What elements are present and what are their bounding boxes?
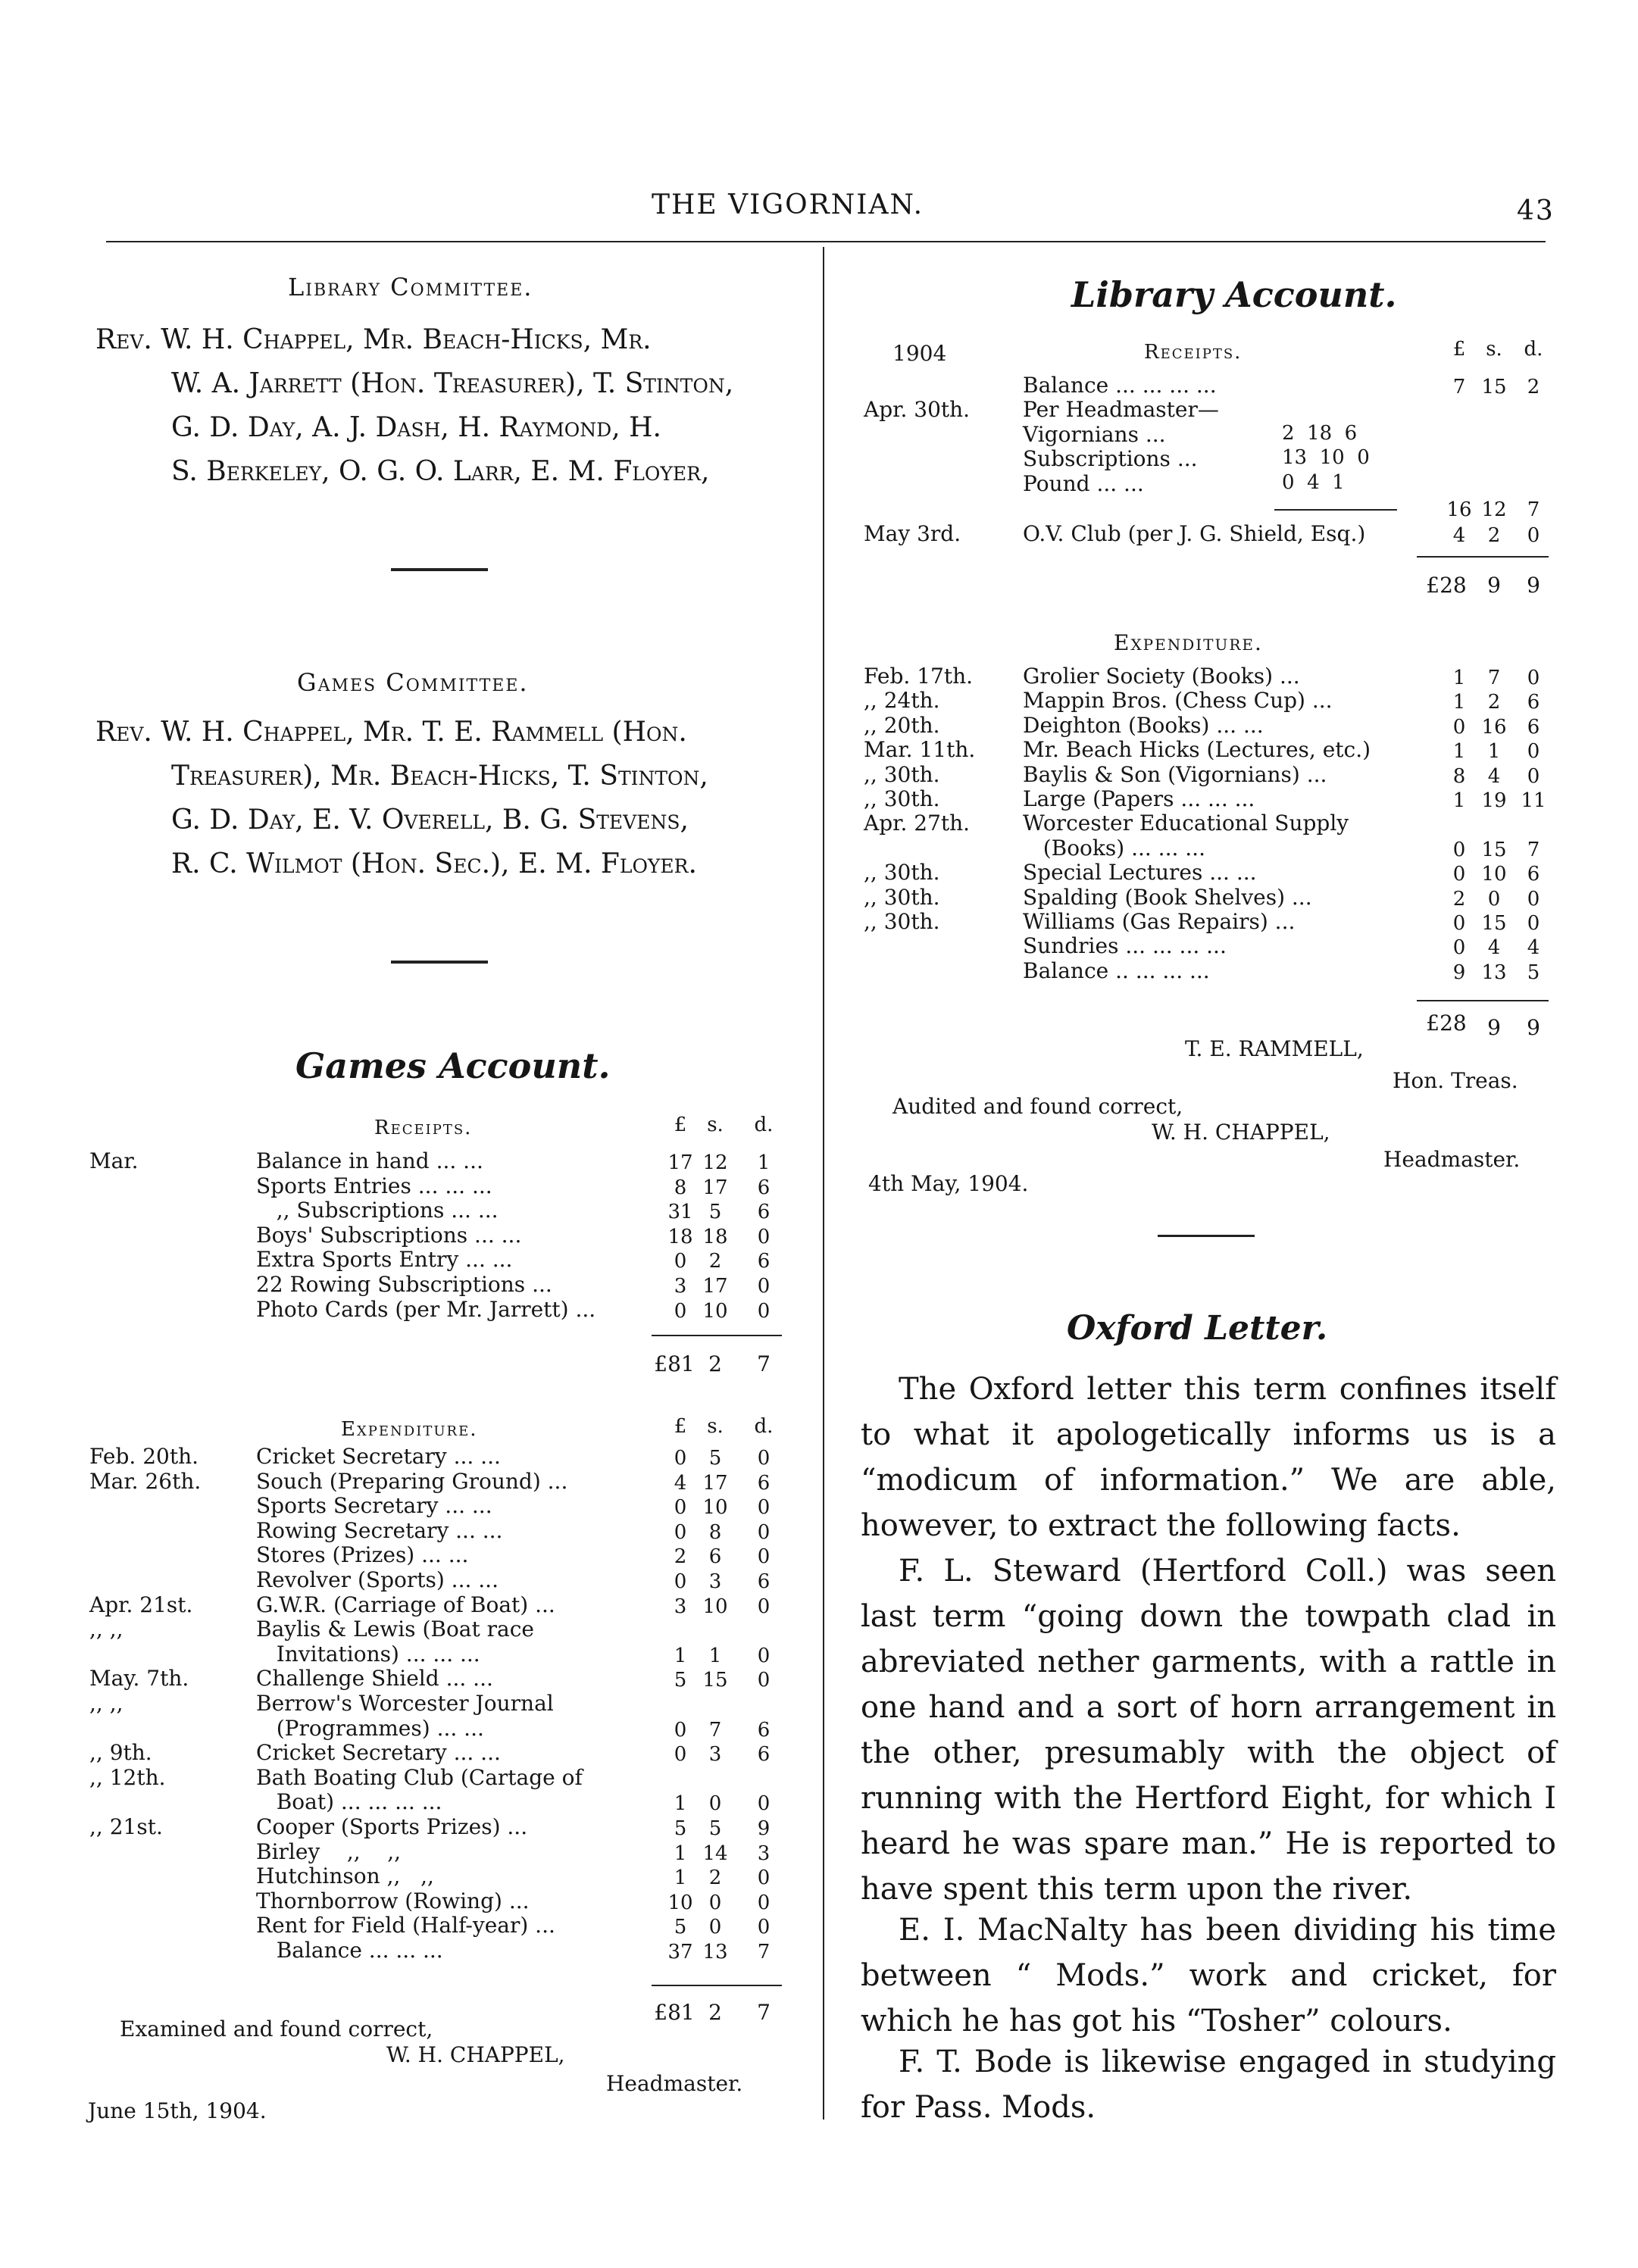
- amount-pounds: 1: [674, 1842, 687, 1865]
- library-date: 4th May, 1904.: [868, 1171, 1029, 1196]
- amount-shillings: 5: [708, 1201, 722, 1224]
- amount-shillings: 3: [708, 1570, 722, 1593]
- library-col-s: s.: [1486, 338, 1502, 361]
- entry-item: Mappin Bros. (Chess Cup) ...: [1023, 688, 1333, 714]
- amount-shillings: 14: [702, 1842, 728, 1865]
- entry-sub-amount: 13 10 0: [1282, 446, 1370, 470]
- library-receipts-heading: Receipts.: [1144, 341, 1243, 364]
- amount-shillings: 13: [702, 1941, 728, 1963]
- amount-shillings: 12: [702, 1151, 728, 1174]
- entry-sub-amount: 0 4 1: [1282, 470, 1345, 494]
- amount-pounds: 5: [674, 1817, 687, 1840]
- entry-date: ,, 21st.: [89, 1814, 163, 1839]
- divider-1: [391, 568, 488, 571]
- amount-pounds: 9: [1452, 961, 1466, 984]
- entry-item: Birley ,, ,,: [256, 1838, 402, 1864]
- entry-item: Hutchinson ,, ,,: [256, 1863, 434, 1889]
- oxford-paragraph-1: The Oxford letter this term confines itself to what it apologetically informs us is a “modicum of information.” We are able, however, to extract the following facts.: [861, 1372, 1556, 1543]
- games-exp-col-s: s.: [707, 1415, 724, 1438]
- library-exp-total-rule: [1417, 1000, 1549, 1001]
- entry-item: Mr. Beach Hicks (Lectures, etc.): [1023, 737, 1371, 763]
- amount-pence: 6: [757, 1743, 771, 1767]
- amount-pounds: 37: [667, 1941, 693, 1963]
- amount-pence: 1: [757, 1151, 771, 1174]
- entry-item: ,, Subscriptions ... ...: [256, 1198, 499, 1223]
- amount-pence: 6: [757, 1718, 771, 1742]
- amount-shillings: 10: [702, 1299, 728, 1323]
- amount-pounds: 1: [674, 1644, 687, 1667]
- entry-date: Feb. 20th.: [89, 1444, 199, 1469]
- amount-pence: 0: [1527, 740, 1540, 764]
- games-committee-line: Rev. W. H. Chappel, Mr. T. E. Rammell (Hon.: [95, 717, 687, 748]
- amount-shillings: 7: [708, 1718, 722, 1742]
- entry-item: Cricket Secretary ... ...: [256, 1740, 501, 1766]
- entry-date: Apr. 21st.: [89, 1592, 193, 1617]
- amount-pounds: 7: [1452, 376, 1466, 398]
- amount-shillings: 4: [1487, 764, 1501, 788]
- entry-item: (Books) ... ... ...: [1023, 835, 1205, 861]
- entry-item: Balance .. ... ... ...: [1023, 957, 1210, 983]
- amount-pence: 6: [757, 1471, 771, 1495]
- games-col-l: £: [674, 1114, 687, 1136]
- amount-pence: 7: [1527, 838, 1540, 861]
- entry-item: Vigornians ...: [1023, 421, 1166, 447]
- games-exp-total-rule: [652, 1985, 782, 1986]
- entry-date: Mar. 11th.: [864, 737, 976, 763]
- library-col-d: d.: [1524, 338, 1543, 361]
- page-number: 43: [1517, 195, 1555, 226]
- amount-pence: 6: [757, 1570, 771, 1593]
- amount-shillings: 10: [702, 1496, 728, 1520]
- amount-pence: 0: [757, 1595, 771, 1618]
- entry-date: Feb. 17th.: [864, 664, 974, 689]
- amount-pounds: 2: [1452, 887, 1466, 911]
- amount-pence: 0: [1527, 912, 1540, 935]
- entry-item: Photo Cards (per Mr. Jarrett) ...: [256, 1296, 596, 1322]
- amount-shillings: 5: [708, 1447, 722, 1470]
- entry-date: ,, 9th.: [89, 1740, 152, 1766]
- amount-shillings: 19: [1481, 789, 1507, 812]
- oxford-paragraph-4: F. T. Bode is likewise engaged in studying for Pass. Mods.: [861, 2045, 1556, 2125]
- entry-date: ,, 12th.: [89, 1764, 166, 1790]
- library-signer-title: Headmaster.: [1383, 1147, 1521, 1172]
- entry-item: Subscriptions ...: [1023, 446, 1198, 472]
- oxford-letter-title: Oxford Letter.: [1067, 1309, 1328, 1348]
- amount-pounds: 10: [667, 1891, 693, 1914]
- entry-item: Souch (Preparing Ground) ...: [256, 1468, 568, 1494]
- games-receipts-total-d: 7: [757, 1351, 771, 1376]
- entry-item: Berrow's Worcester Journal: [256, 1691, 554, 1716]
- amount-pounds: 18: [667, 1225, 693, 1248]
- entry-item: Extra Sports Entry ... ...: [256, 1247, 513, 1273]
- amount-pence: 0: [757, 1916, 771, 1939]
- games-receipts-total-l: £81: [654, 1351, 695, 1376]
- library-receipts-total-d: 9: [1527, 573, 1540, 598]
- amount-pence: 6: [1527, 715, 1540, 739]
- library-year: 1904: [892, 341, 947, 366]
- library-ov-l: 4: [1452, 524, 1466, 547]
- entry-item: G.W.R. (Carriage of Boat) ...: [256, 1592, 555, 1617]
- amount-pounds: 1: [1452, 691, 1466, 714]
- library-committee-heading: Library Committee.: [288, 273, 533, 301]
- entry-date: ,, 30th.: [864, 860, 940, 886]
- amount-pounds: 0: [674, 1447, 687, 1470]
- amount-pence: 0: [757, 1299, 771, 1323]
- games-receipts-total-s: 2: [708, 1351, 722, 1376]
- amount-pounds: 1: [674, 1792, 687, 1816]
- amount-pounds: 1: [1452, 789, 1466, 812]
- games-date: June 15th, 1904.: [88, 2098, 267, 2123]
- amount-pence: 0: [757, 1225, 771, 1248]
- amount-pounds: 2: [674, 1545, 687, 1569]
- entry-date: ,, ,,: [89, 1691, 123, 1716]
- amount-shillings: 8: [708, 1520, 722, 1544]
- entry-item: Revolver (Sports) ... ...: [256, 1567, 499, 1592]
- library-signer: W. H. CHAPPEL,: [1152, 1120, 1330, 1145]
- games-exp-total-s: 2: [708, 2000, 722, 2025]
- games-exp-total-l: £81: [654, 2000, 695, 2025]
- library-expenditure-heading: Expenditure.: [1114, 630, 1263, 655]
- amount-shillings: 15: [702, 1669, 728, 1692]
- entry-date: Apr. 30th.: [864, 397, 971, 423]
- column-divider: [823, 247, 824, 2120]
- entry-item: (Programmes) ... ...: [256, 1715, 484, 1741]
- entry-item: Spalding (Book Shelves) ...: [1023, 884, 1312, 910]
- library-committee-line: Rev. W. H. Chappel, Mr. Beach-Hicks, Mr.: [95, 324, 652, 355]
- games-signer-title: Headmaster.: [606, 2071, 743, 2096]
- entry-item: Invitations) ... ... ...: [256, 1641, 480, 1667]
- amount-pence: 0: [1527, 764, 1540, 788]
- entry-item: Cricket Secretary ... ...: [256, 1444, 501, 1469]
- entry-item: Balance ... ... ... ...: [1023, 373, 1217, 398]
- entry-item: Cooper (Sports Prizes) ...: [256, 1814, 528, 1839]
- amount-pounds: 1: [1452, 667, 1466, 689]
- amount-pence: 0: [757, 1545, 771, 1569]
- library-treasurer: T. E. RAMMELL,: [1185, 1036, 1364, 1061]
- library-receipts-total-l: £28: [1426, 573, 1467, 598]
- library-subtotal-rule: [1274, 509, 1397, 511]
- games-receipts-heading: Receipts.: [374, 1117, 473, 1139]
- amount-shillings: 0: [708, 1891, 722, 1914]
- library-receipts-total-rule: [1417, 556, 1549, 558]
- entry-item: Thornborrow (Rowing) ...: [256, 1888, 530, 1913]
- entry-date: Mar. 26th.: [89, 1468, 202, 1494]
- library-committee-line: G. D. Day, A. J. Dash, H. Raymond, H.: [171, 412, 661, 443]
- games-receipts-total-rule: [652, 1335, 782, 1336]
- games-committee-heading: Games Committee.: [297, 668, 529, 697]
- library-audited: Audited and found correct,: [892, 1094, 1183, 1119]
- entry-item: Balance in hand ... ...: [256, 1148, 483, 1173]
- divider-3: [1158, 1235, 1255, 1237]
- amount-shillings: 1: [1487, 740, 1501, 764]
- amount-pence: 0: [757, 1520, 771, 1544]
- games-exp-col-l: £: [674, 1415, 687, 1438]
- amount-pounds: 0: [674, 1743, 687, 1767]
- library-ov-d: 0: [1527, 524, 1540, 547]
- games-expenditure-heading: Expenditure.: [341, 1418, 478, 1441]
- amount-pounds: 17: [667, 1151, 693, 1174]
- games-examined: Examined and found correct,: [120, 2017, 433, 2042]
- library-ov-item: O.V. Club (per J. G. Shield, Esq.): [1023, 521, 1366, 546]
- entry-item: Rent for Field (Half-year) ...: [256, 1913, 555, 1938]
- amount-pounds: 3: [674, 1275, 687, 1298]
- games-exp-col-d: d.: [754, 1415, 774, 1438]
- entry-date: ,, 30th.: [864, 909, 940, 934]
- entry-item: Grolier Society (Books) ...: [1023, 664, 1300, 689]
- entry-item: Pound ... ...: [1023, 470, 1144, 496]
- amount-pounds: 31: [667, 1201, 693, 1224]
- amount-pence: 0: [757, 1867, 771, 1890]
- games-col-d: d.: [754, 1114, 774, 1136]
- games-exp-total-d: 7: [757, 2000, 771, 2025]
- amount-pence: 0: [1527, 667, 1540, 689]
- entry-item: Worcester Educational Supply: [1023, 811, 1349, 836]
- entry-item: Per Headmaster—: [1023, 397, 1219, 423]
- entry-date: May. 7th.: [89, 1666, 189, 1692]
- amount-shillings: 17: [702, 1176, 728, 1199]
- library-ov-date: May 3rd.: [864, 521, 961, 546]
- amount-shillings: 4: [1487, 936, 1501, 960]
- amount-pounds: 0: [1452, 936, 1466, 960]
- entry-item: Baylis & Lewis (Boat race: [256, 1617, 534, 1642]
- entry-item: Bath Boating Club (Cartage of: [256, 1764, 583, 1790]
- running-title: THE VIGORNIAN.: [652, 189, 924, 220]
- entry-item: Baylis & Son (Vigornians) ...: [1023, 761, 1327, 787]
- amount-pounds: 0: [674, 1718, 687, 1742]
- entry-date: ,, 20th.: [864, 712, 940, 738]
- amount-pounds: 0: [674, 1299, 687, 1323]
- amount-shillings: 13: [1481, 961, 1507, 984]
- amount-pence: 7: [757, 1941, 771, 1963]
- amount-pence: 6: [757, 1176, 771, 1199]
- amount-pence: 4: [1527, 936, 1540, 960]
- games-committee-line: R. C. Wilmot (Hon. Sec.), E. M. Floyer.: [171, 848, 697, 879]
- amount-pence: 3: [757, 1842, 771, 1865]
- header-rule: [106, 241, 1546, 242]
- entry-item: Deighton (Books) ... ...: [1023, 712, 1264, 738]
- entry-item: 22 Rowing Subscriptions ...: [256, 1272, 552, 1297]
- amount-pounds: 0: [674, 1570, 687, 1593]
- amount-pence: 2: [1527, 376, 1540, 398]
- amount-pounds: 1: [1452, 740, 1466, 764]
- entry-date: ,, 24th.: [864, 688, 940, 714]
- games-committee-line: G. D. Day, E. V. Overell, B. G. Stevens,: [171, 804, 689, 836]
- amount-shillings: 5: [708, 1817, 722, 1840]
- library-exp-total-l: £28: [1426, 1011, 1467, 1036]
- divider-2: [391, 961, 488, 964]
- entry-date: Apr. 27th.: [864, 811, 971, 836]
- entry-item: Boat) ... ... ... ...: [256, 1789, 442, 1815]
- amount-pounds: 8: [674, 1176, 687, 1199]
- amount-pence: 6: [1527, 691, 1540, 714]
- library-subtotal-l: 16: [1446, 498, 1472, 521]
- entry-date: ,, ,,: [89, 1617, 123, 1642]
- entry-item: Stores (Prizes) ... ...: [256, 1542, 469, 1568]
- amount-pounds: 1: [674, 1867, 687, 1890]
- library-subtotal-d: 7: [1527, 498, 1540, 521]
- amount-pounds: 0: [674, 1520, 687, 1544]
- amount-shillings: 2: [708, 1867, 722, 1890]
- entry-item: Sports Secretary ... ...: [256, 1493, 492, 1519]
- amount-shillings: 15: [1481, 838, 1507, 861]
- amount-shillings: 17: [702, 1471, 728, 1495]
- amount-pounds: 0: [1452, 838, 1466, 861]
- amount-shillings: 7: [1487, 667, 1501, 689]
- amount-shillings: 0: [1487, 887, 1501, 911]
- amount-pounds: 8: [1452, 764, 1466, 788]
- amount-shillings: 1: [708, 1644, 722, 1667]
- entry-item: Balance ... ... ...: [256, 1938, 443, 1963]
- entry-item: Special Lectures ... ...: [1023, 860, 1257, 886]
- amount-pence: 0: [757, 1669, 771, 1692]
- library-committee-line: S. Berkeley, O. G. O. Larr, E. M. Floyer,: [171, 456, 710, 487]
- amount-pence: 0: [757, 1644, 771, 1667]
- amount-shillings: 2: [1487, 691, 1501, 714]
- amount-pence: 0: [757, 1496, 771, 1520]
- library-ov-s: 2: [1487, 524, 1501, 547]
- amount-shillings: 16: [1481, 715, 1507, 739]
- amount-shillings: 6: [708, 1545, 722, 1569]
- library-receipts-total-s: 9: [1487, 573, 1501, 598]
- amount-pence: 6: [1527, 863, 1540, 886]
- amount-pounds: 5: [674, 1669, 687, 1692]
- games-signer: W. H. CHAPPEL,: [386, 2042, 565, 2067]
- amount-pounds: 3: [674, 1595, 687, 1618]
- amount-pence: 0: [757, 1792, 771, 1816]
- entry-sub-amount: 2 18 6: [1282, 421, 1358, 445]
- oxford-paragraph-2: F. L. Steward (Hertford Coll.) was seen last term “going down the towpath clad in abreviated nether garments, with a rattle in one hand and a sort of horn arrangement in the other, presumably with the object of running with the Hertford Eight, for which I heard he was spare man.” He is reported to have spent this term upon the river.: [861, 1554, 1556, 1907]
- entry-date: Mar.: [89, 1148, 139, 1173]
- entry-item: Large (Papers ... ... ...: [1023, 786, 1255, 811]
- amount-shillings: 15: [1481, 912, 1507, 935]
- amount-shillings: 2: [708, 1250, 722, 1273]
- library-col-l: £: [1452, 338, 1466, 361]
- amount-pence: 0: [1527, 887, 1540, 911]
- entry-date: ,, 30th.: [864, 884, 940, 910]
- library-exp-total-d: 9: [1527, 1015, 1540, 1040]
- amount-shillings: 3: [708, 1743, 722, 1767]
- amount-shillings: 15: [1481, 376, 1507, 398]
- entry-item: Williams (Gas Repairs) ...: [1023, 909, 1296, 934]
- amount-pence: 5: [1527, 961, 1540, 984]
- amount-pounds: 0: [1452, 863, 1466, 886]
- amount-pounds: 0: [674, 1250, 687, 1273]
- amount-shillings: 0: [708, 1916, 722, 1939]
- amount-pounds: 4: [674, 1471, 687, 1495]
- amount-pence: 11: [1521, 789, 1546, 812]
- entry-item: Sundries ... ... ... ...: [1023, 933, 1227, 959]
- library-account-title: Library Account.: [1071, 274, 1397, 315]
- amount-shillings: 0: [708, 1792, 722, 1816]
- amount-pounds: 0: [1452, 715, 1466, 739]
- amount-pounds: 5: [674, 1916, 687, 1939]
- games-col-s: s.: [707, 1114, 724, 1136]
- library-committee-line: W. A. Jarrett (Hon. Treasurer), T. Stinton,: [171, 368, 734, 399]
- oxford-paragraph-3: E. I. MacNalty has been dividing his time between “ Mods.” work and cricket, for which he has got his “Tosher” colours.: [861, 1913, 1556, 2038]
- amount-pence: 9: [757, 1817, 771, 1840]
- entry-item: Rowing Secretary ... ...: [256, 1517, 503, 1543]
- games-account-title: Games Account.: [295, 1045, 611, 1086]
- amount-shillings: 10: [1481, 863, 1507, 886]
- games-committee-line: Treasurer), Mr. Beach-Hicks, T. Stinton,: [171, 761, 708, 792]
- amount-pence: 6: [757, 1201, 771, 1224]
- library-treasurer-title: Hon. Treas.: [1393, 1068, 1518, 1093]
- amount-shillings: 10: [702, 1595, 728, 1618]
- amount-pence: 0: [757, 1891, 771, 1914]
- entry-date: ,, 30th.: [864, 786, 940, 811]
- library-subtotal-s: 12: [1481, 498, 1507, 521]
- entry-item: Challenge Shield ... ...: [256, 1666, 493, 1692]
- entry-item: Boys' Subscriptions ... ...: [256, 1222, 522, 1248]
- amount-pence: 0: [757, 1275, 771, 1298]
- amount-shillings: 18: [702, 1225, 728, 1248]
- entry-item: Sports Entries ... ... ...: [256, 1173, 492, 1198]
- amount-shillings: 17: [702, 1275, 728, 1298]
- library-exp-total-s: 9: [1487, 1015, 1501, 1040]
- entry-date: ,, 30th.: [864, 761, 940, 787]
- amount-pence: 6: [757, 1250, 771, 1273]
- amount-pence: 0: [757, 1447, 771, 1470]
- amount-pounds: 0: [674, 1496, 687, 1520]
- amount-pounds: 0: [1452, 912, 1466, 935]
